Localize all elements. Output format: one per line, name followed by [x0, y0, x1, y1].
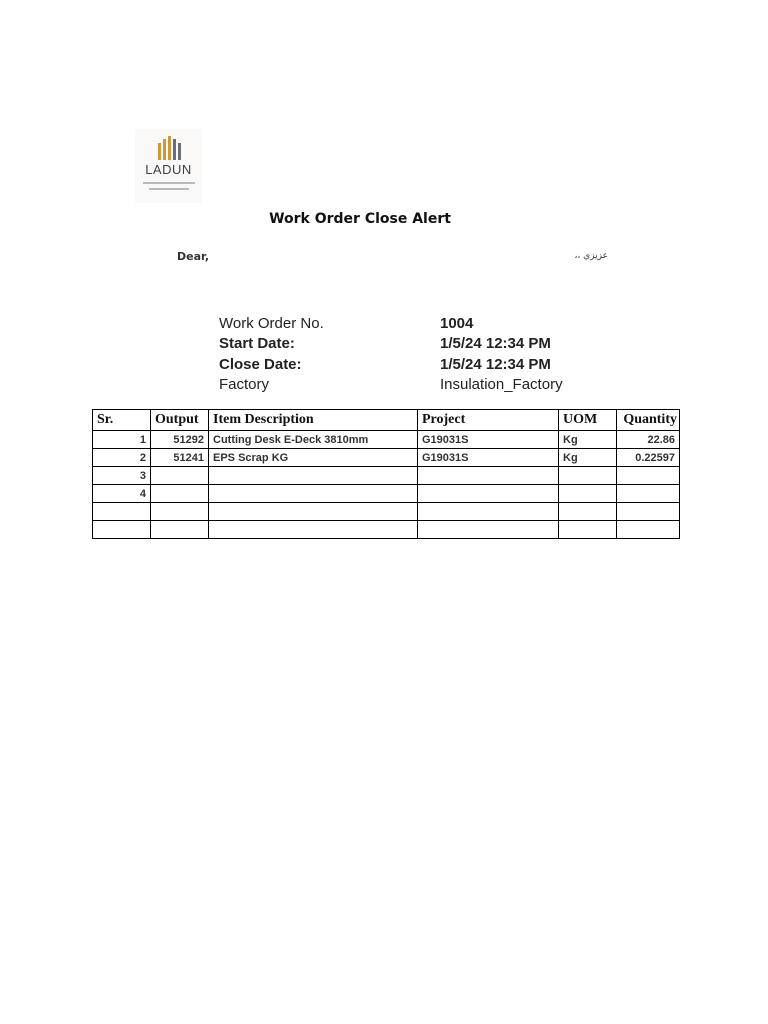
cell-output: [151, 503, 209, 521]
cell-project: [418, 521, 559, 539]
cell-quantity: 0.22597: [617, 449, 680, 467]
info-value: 1/5/24 12:34 PM: [440, 335, 551, 352]
header-quantity: Quantity: [617, 410, 680, 431]
cell-project: G19031S: [418, 449, 559, 467]
cell-uom: Kg: [559, 431, 617, 449]
header-project: Project: [418, 410, 559, 431]
header-output: Output: [151, 410, 209, 431]
cell-sr: 4: [93, 485, 151, 503]
page-title: Work Order Close Alert: [269, 211, 451, 227]
logo-tagline-ar: [143, 182, 195, 184]
info-value: Insulation_Factory: [440, 376, 563, 393]
header-item-description: Item Description: [209, 410, 418, 431]
cell-project: [418, 467, 559, 485]
cell-project: [418, 485, 559, 503]
cell-output: 51241: [151, 449, 209, 467]
cell-item-description: Cutting Desk E-Deck 3810mm: [209, 431, 418, 449]
cell-item-description: [209, 521, 418, 539]
cell-sr: [93, 521, 151, 539]
info-value: 1/5/24 12:34 PM: [440, 356, 551, 373]
cell-item-description: EPS Scrap KG: [209, 449, 418, 467]
company-logo: [135, 129, 202, 203]
cell-quantity: [617, 521, 680, 539]
cell-item-description: [209, 485, 418, 503]
logo-tagline-en: [149, 188, 189, 190]
cell-project: [418, 503, 559, 521]
logo-name: LADUN: [145, 162, 192, 177]
info-label: Close Date:: [219, 356, 302, 373]
cell-item-description: [209, 503, 418, 521]
logo-mark-icon: [156, 135, 182, 161]
info-value: 1004: [440, 315, 474, 332]
cell-uom: [559, 503, 617, 521]
table-row: [93, 521, 680, 539]
cell-uom: [559, 467, 617, 485]
info-label: Work Order No.: [219, 315, 324, 332]
cell-output: [151, 521, 209, 539]
table-row: [93, 503, 680, 521]
greeting-ar: عزيزي ،،: [574, 251, 608, 261]
cell-sr: 2: [93, 449, 151, 467]
cell-sr: 3: [93, 467, 151, 485]
table-row: [93, 431, 680, 449]
cell-uom: [559, 521, 617, 539]
header-uom: UOM: [559, 410, 617, 431]
table-row: [93, 449, 680, 467]
cell-output: [151, 467, 209, 485]
info-label: Factory: [219, 376, 270, 393]
cell-quantity: 22.86: [617, 431, 680, 449]
table-row: [93, 467, 680, 485]
table-header-row: [93, 410, 680, 431]
work-order-items-table: [92, 409, 680, 539]
info-label: Start Date:: [219, 335, 295, 352]
cell-quantity: [617, 485, 680, 503]
table-row: [93, 485, 680, 503]
cell-sr: [93, 503, 151, 521]
cell-output: [151, 485, 209, 503]
cell-quantity: [617, 503, 680, 521]
cell-sr: 1: [93, 431, 151, 449]
cell-uom: Kg: [559, 449, 617, 467]
cell-quantity: [617, 467, 680, 485]
cell-output: 51292: [151, 431, 209, 449]
greeting-en: Dear,: [177, 250, 210, 263]
cell-uom: [559, 485, 617, 503]
header-sr: Sr.: [93, 410, 151, 431]
cell-item-description: [209, 467, 418, 485]
cell-project: G19031S: [418, 431, 559, 449]
